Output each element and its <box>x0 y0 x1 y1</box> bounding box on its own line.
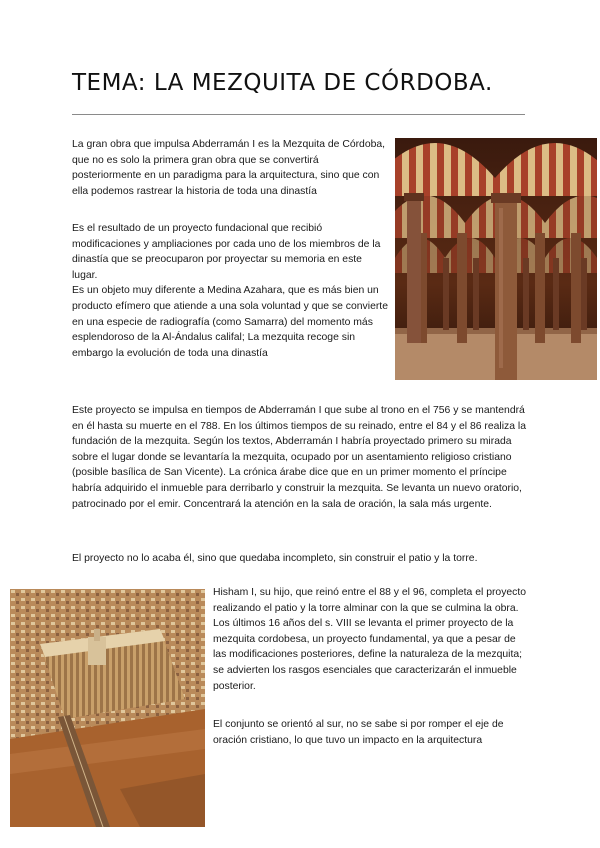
intro-paragraph: La gran obra que impulsa Abderramán I es la Mezquita de Córdoba, que no es solo la primera gran obra que se convertirá posteriormente en un paradigma para la arquitectura, sino que con ella podemos rastrear la historia de toda una dinastía <box>72 139 386 197</box>
orientation-paragraph: El conjunto se orientó al sur, no se sabe si por romper el eje de oración cristiano, lo que tuvo un impacto en la arquitectura <box>213 719 504 746</box>
title-divider <box>72 114 525 115</box>
hisham-paragraph: Hisham I, su hijo, que reinó entre el 88 y el 96, completa el proyecto realizando el patio y la torre alminar con la que se culmina la obra. Los últimos 16 años del s. VIII se levanta el primer proyecto de la mezquita cordobesa, un proyecto fundamental, ya que a pesar de las modificaciones posteriores, define la naturaleza de la mezquita; se advierten los rasgos esenciales que caracterizarán el inmueble posterior. <box>213 587 527 692</box>
page-title: TEMA: LA MEZQUITA DE CÓRDOBA. <box>72 70 493 96</box>
aerial-view-photo <box>10 589 205 827</box>
incomplete-paragraph: El proyecto no lo acaba él, sino que quedaba incompleto, sin construir el patio y la torre. <box>72 553 478 564</box>
medina-comparison-paragraph: Es un objeto muy diferente a Medina Azahara, que es más bien un producto efímero que atiende a una sola voluntad y que se convierte en una especie de radiografía (como Samarra) del momento más esplendoroso de la Al-Ándalus califal; La mezquita recoge sin embargo la evolución de toda una dinastía <box>72 285 388 359</box>
project-paragraph: Este proyecto se impulsa en tiempos de Abderramán I que sube al trono en el 756 y se mantendrá en él hasta su muerte en el 788. En los últimos tiempos de su reinado, entre el 84 y el 86 realiza la fundación de la mezquita. Según los textos, Abderramán I habría proyectado primero su mirada sobre el lugar donde se levantaría la mezquita, ocupado por un asentamiento religioso cristiano (posible basílica de San Vicente). La crónica árabe dice que en un primer momento el príncipe habría adquirido el inmueble para derribarlo y construir la mezquita. Se levanta un nuevo oratorio, patrocinado por el emir. Concentrará la atención en la sala de oración, la sala más urgente. <box>72 405 526 510</box>
prayer-hall-photo <box>395 138 597 380</box>
description-block <box>72 221 390 361</box>
foundational-paragraph: Es el resultado de un proyecto fundacional que recibió modificaciones y ampliaciones por cada uno de los miembros de la dinastía que se preocuparon por proyectar su memoria en este lugar. <box>72 223 381 281</box>
